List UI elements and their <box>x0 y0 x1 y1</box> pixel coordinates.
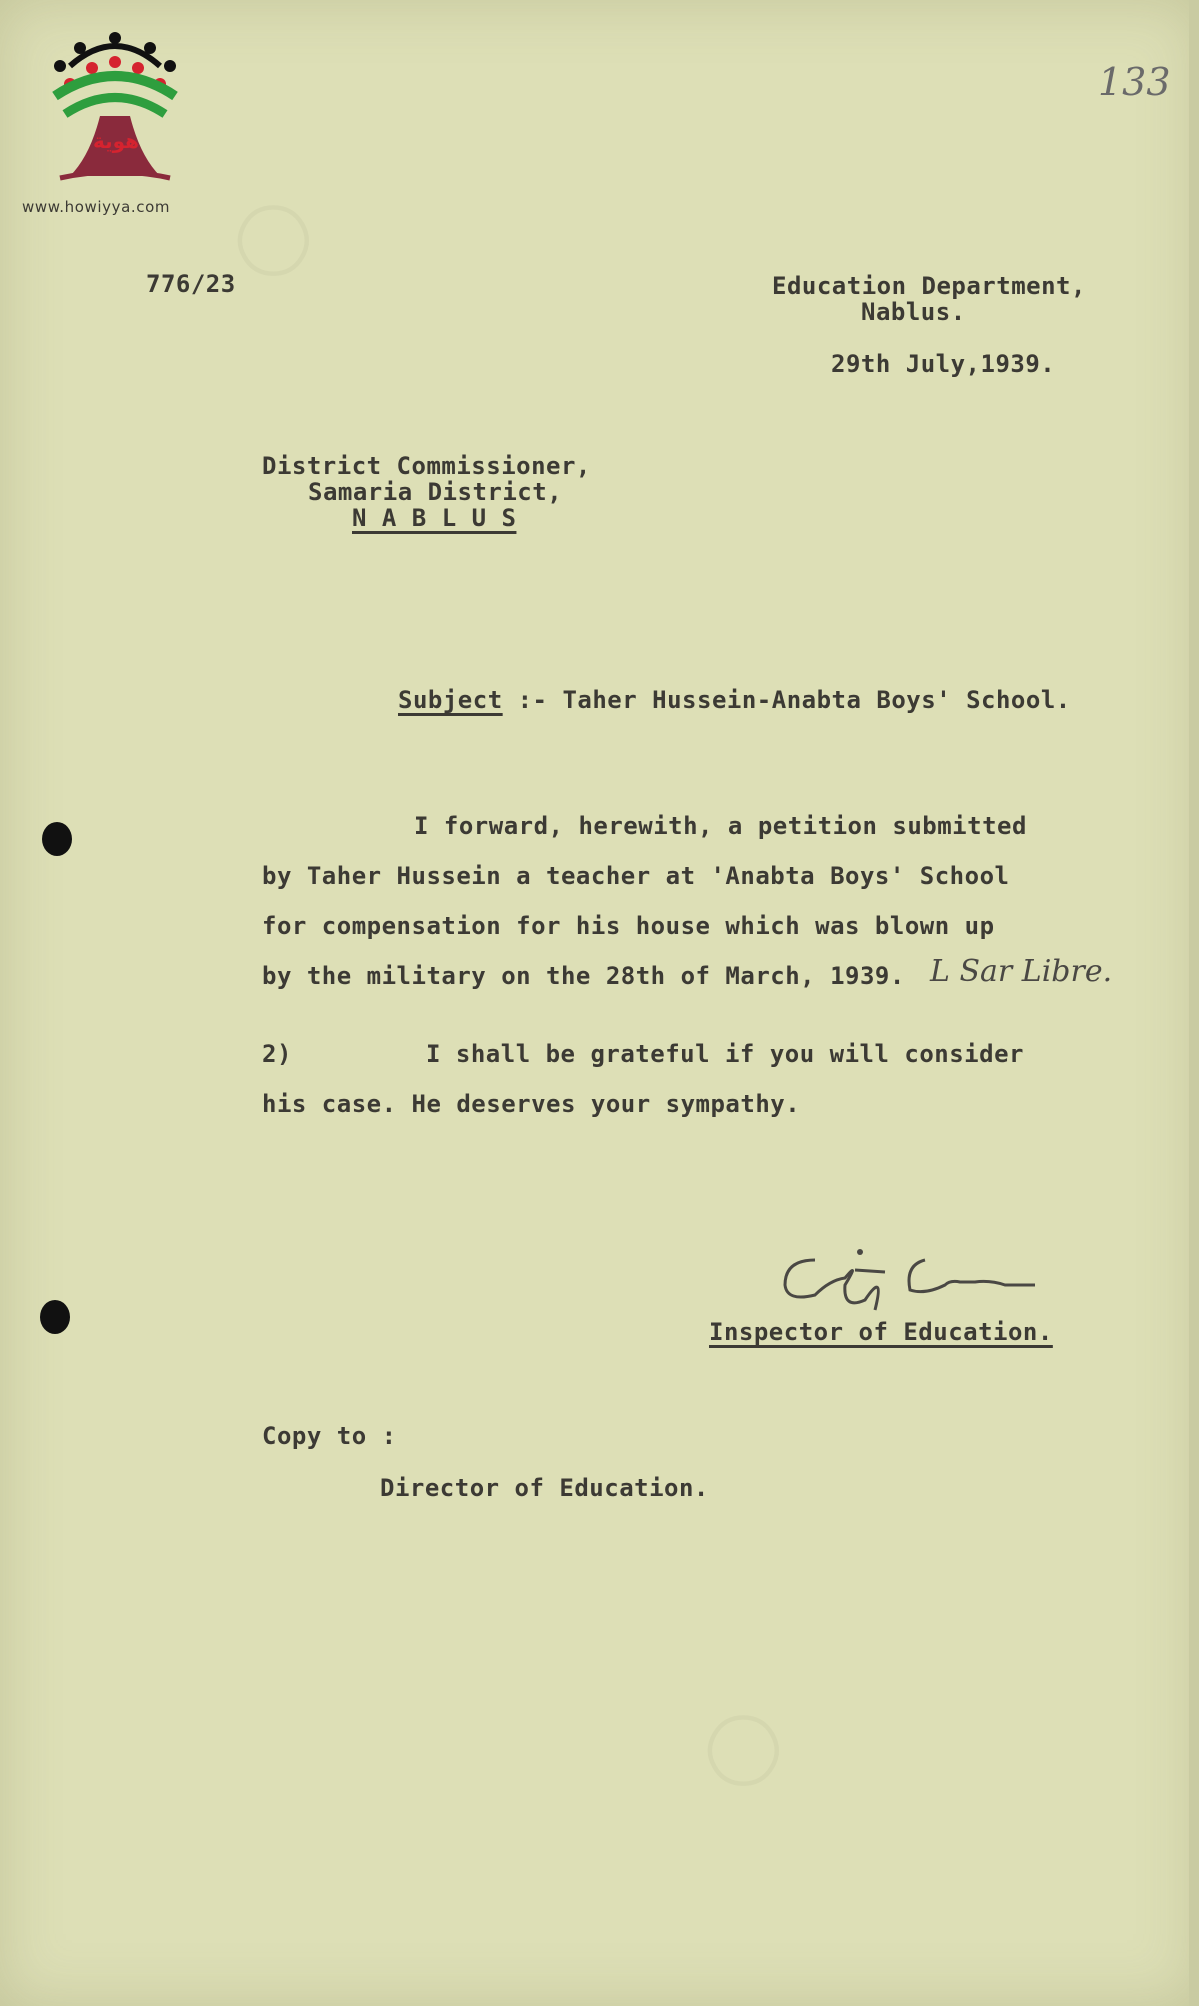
recipient-line-1: District Commissioner, <box>262 452 591 480</box>
subject-line <box>398 686 1071 714</box>
copy-to-recipient: Director of Education. <box>380 1474 709 1502</box>
folio-number: 133 <box>1098 60 1171 104</box>
body-para1-line-4: by the military on the 28th of March, 1939. <box>262 962 905 990</box>
recipient-line-2: Samaria District, <box>308 478 563 506</box>
handwritten-annotation: L Sar Libre. <box>930 954 1113 989</box>
signatory-title: Inspector of Education. <box>709 1318 1053 1346</box>
recipient-line-3: N A B L U S <box>352 504 517 532</box>
subject-text: :- Taher Hussein-Anabta Boys' School. <box>517 686 1071 714</box>
body-para2-line-2: his case. He deserves your sympathy. <box>262 1090 801 1118</box>
body-para1-line-3: for compensation for his house which was blown up <box>262 912 995 940</box>
howiyya-logo <box>30 26 200 216</box>
copy-to-label: Copy to : <box>262 1422 397 1450</box>
handwritten-signature <box>775 1240 1075 1320</box>
reference-number: 776/23 <box>146 270 236 298</box>
body-para1-line-2: by Taher Hussein a teacher at 'Anabta Boys' School <box>262 862 1010 890</box>
letter-date: 29th July,1939. <box>831 350 1056 378</box>
watermark-stamp: ◯ <box>215 171 341 291</box>
family-tree-logo-icon <box>54 32 176 178</box>
subject-label: Subject <box>398 686 503 714</box>
body-para2-line-1: I shall be grateful if you will consider <box>426 1040 1024 1068</box>
sender-line-2: Nablus. <box>861 298 966 326</box>
sender-line-1: Education Department, <box>772 272 1086 300</box>
body-para1-line-1: I forward, herewith, a petition submitted <box>414 812 1027 840</box>
logo-url[interactable]: www.howiyya.com <box>22 198 171 216</box>
page-edge <box>1189 0 1199 2006</box>
watermark-stamp: ◯ <box>685 1681 811 1801</box>
body-para2-number: 2) <box>262 1040 292 1068</box>
logo-wordmark: هوية <box>92 129 140 153</box>
punch-hole <box>42 822 72 856</box>
punch-hole <box>40 1300 70 1334</box>
